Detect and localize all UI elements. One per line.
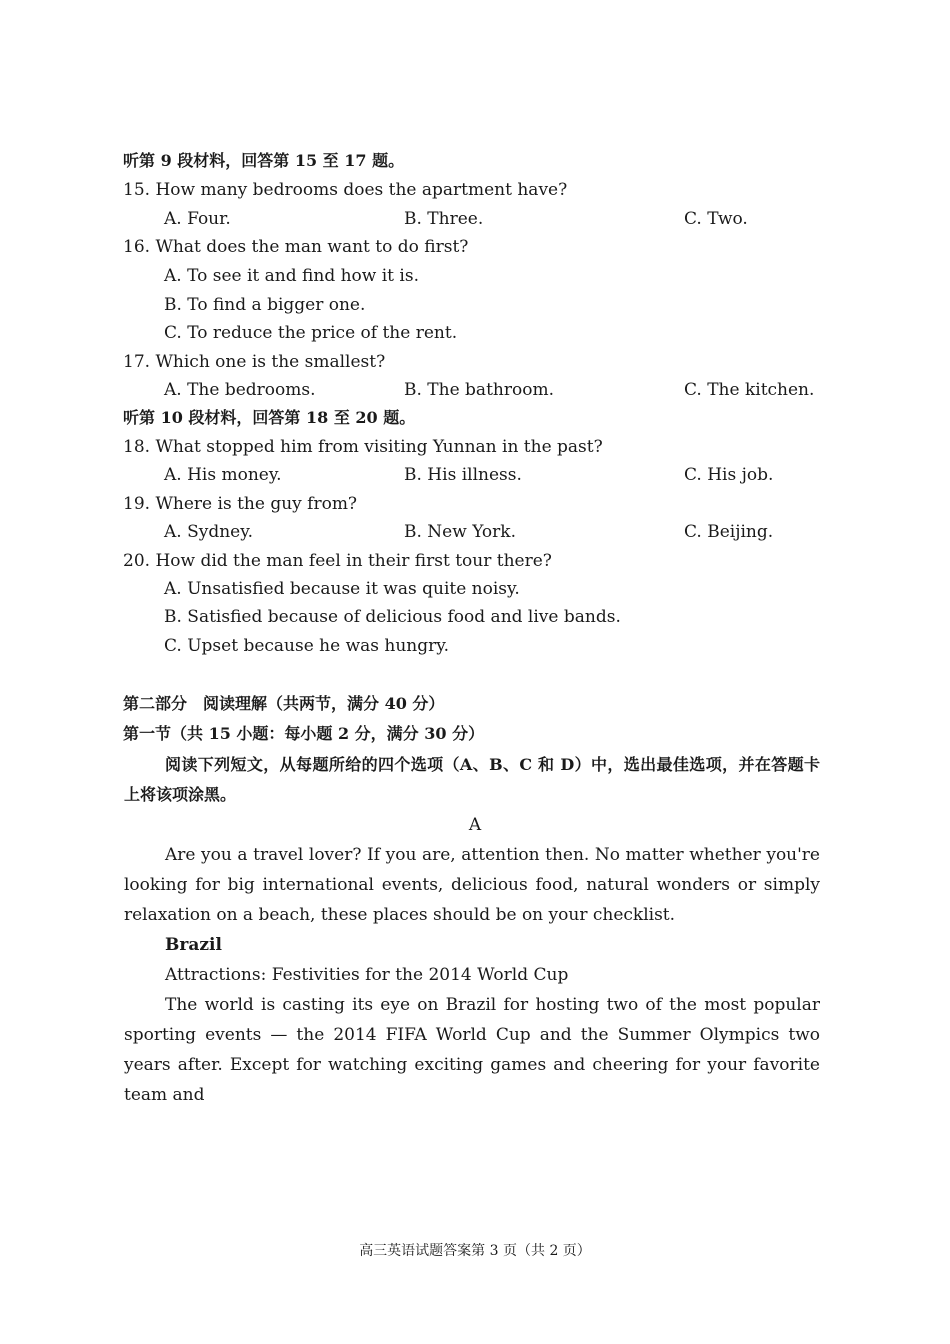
q16-option-a: A. To see it and find how it is. [164,266,419,286]
q19-option-c: C. Beijing. [684,522,774,542]
passage-body: The world is casting its eye on Brazil for hosting two of the most popular sporting events — the 2014 FIFA World Cup and the Summer Olympics two years after. Except for watching exciting games and cheering for your favorite team and [124,995,820,1105]
reading-part-title: 第二部分 阅读理解（共两节，满分 40 分） [123,694,445,713]
q20-option-c: C. Upset because he was hungry. [164,636,450,656]
q15-option-b: B. Three. [404,209,484,229]
q16-option-b: B. To find a bigger one. [164,295,366,315]
q20-option-a: A. Unsatisfied because it was quite noisy. [164,579,520,599]
q18-option-b: B. His illness. [404,465,522,485]
question-15: 15. How many bedrooms does the apartment have? [123,180,568,200]
passage-label: A [468,815,482,835]
q18-option-a: A. His money. [164,465,282,485]
reading-instructions: 阅读下列短文，从每题所给的四个选项（A、B、C 和 D）中，选出最佳选项，并在答题卡上将该项涂黑。 [124,755,820,804]
question-16: 16. What does the man want to do first? [123,237,469,257]
passage-intro: Are you a travel lover? If you are, attention then. No matter whether you're looking for big international events, delicious food, natural wonders or simply relaxation on a beach, these places should be on your checklist. [124,845,820,925]
section10-header: 听第 10 段材料，回答第 18 至 20 题。 [123,408,416,427]
question-18: 18. What stopped him from visiting Yunnan in the past? [123,437,603,457]
section9-header: 听第 9 段材料，回答第 15 至 17 题。 [123,151,405,170]
page-footer: 高三英语试题答案第 3 页（共 2 页） [359,1243,591,1259]
q17-option-c: C. The kitchen. [684,380,815,400]
question-20: 20. How did the man feel in their first tour there? [123,551,552,571]
passage-attractions: Attractions: Festivities for the 2014 World Cup [165,965,569,985]
q17-option-b: B. The bathroom. [404,380,554,400]
reading-section-title: 第一节（共 15 小题：每小题 2 分，满分 30 分） [123,724,485,743]
question-17: 17. Which one is the smallest? [123,352,386,372]
q20-option-b: B. Satisfied because of delicious food and live bands. [164,607,621,627]
q18-option-c: C. His job. [684,465,774,485]
q16-option-c: C. To reduce the price of the rent. [164,323,458,343]
q19-option-b: B. New York. [404,522,517,542]
question-19: 19. Where is the guy from? [123,494,358,514]
q17-option-a: A. The bedrooms. [164,380,316,400]
q15-option-c: C. Two. [684,209,748,229]
passage-subhead: Brazil [165,935,222,955]
q19-option-a: A. Sydney. [164,522,253,542]
q15-option-a: A. Four. [164,209,231,229]
